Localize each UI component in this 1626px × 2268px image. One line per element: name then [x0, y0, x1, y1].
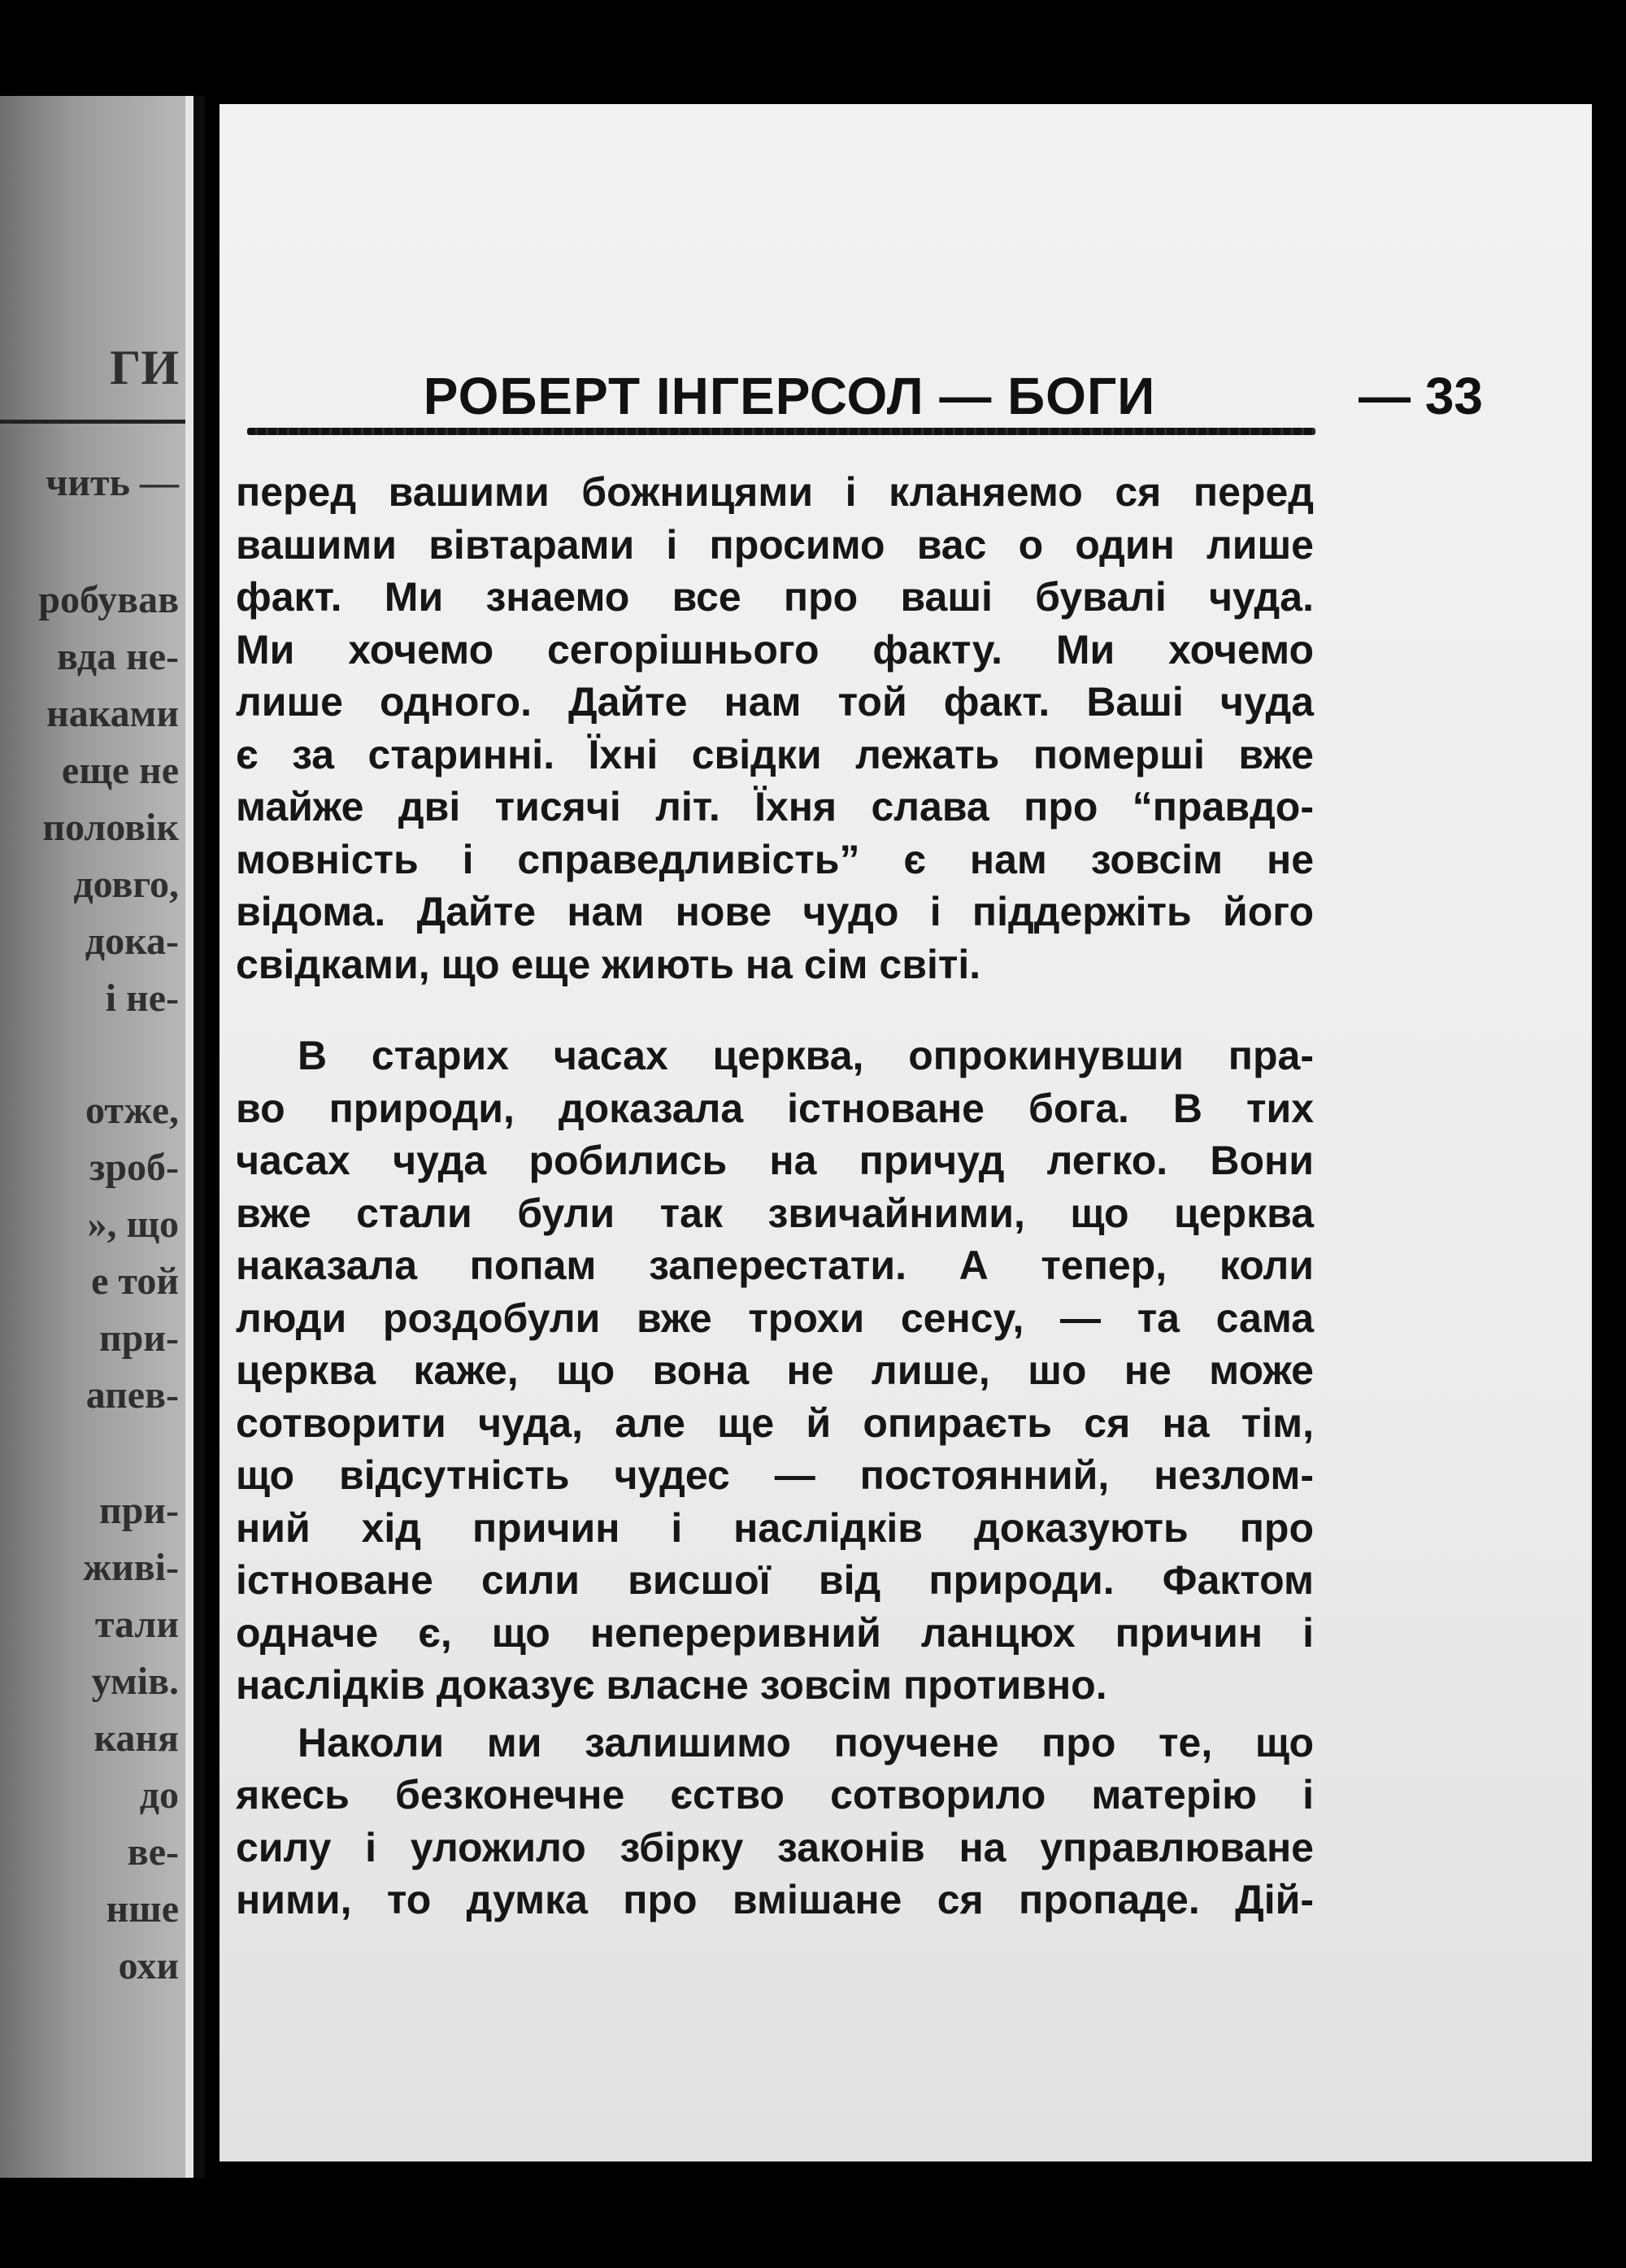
- page-gutter: [185, 96, 193, 2178]
- text-line: мовність і справедливість” є нам зовсім не: [236, 836, 1314, 882]
- left-page-line: вда не-: [57, 635, 179, 678]
- text-line: перед вашими божницями і кланяемо ся перед: [236, 469, 1314, 515]
- text-line: ними, то думка про вмішане ся пропаде. Дій-: [236, 1877, 1314, 1922]
- text-line: ний хід причин і наслідків доказують про: [236, 1504, 1314, 1551]
- left-page-line: каня: [93, 1717, 179, 1760]
- text-line: Наколи ми залишимо поучене про те, що: [298, 1719, 1314, 1765]
- text-line: істноване сили висшої від природи. Фактом: [236, 1557, 1314, 1603]
- text-line: Ми хочемо сегорішнього факту. Ми хочемо: [236, 626, 1314, 673]
- text-line: лише одного. Дайте нам той факт. Ваші чуда: [236, 679, 1314, 725]
- left-page-fragment: [0, 96, 185, 2178]
- left-page-line: ГИ: [110, 341, 179, 394]
- text-line: є за старинні. Їхні свідки лежать померші вже: [236, 731, 1314, 777]
- left-page-line: апев-: [85, 1373, 179, 1417]
- left-page-line: е той: [91, 1260, 179, 1303]
- left-page-line: наками: [46, 692, 179, 735]
- book-spine: [193, 96, 205, 2178]
- text-line: майже дві тисячі літ. Їхня слава про “правдо-: [236, 784, 1314, 829]
- text-line: що відсутність чудес — постоянний, незлом-: [236, 1452, 1314, 1498]
- text-line: вже стали були так звичайними, що церква: [236, 1190, 1314, 1236]
- text-line: якесь безконечне єство сотворило матерію і: [236, 1772, 1314, 1817]
- left-page-line: живі-: [83, 1546, 179, 1589]
- text-line: во природи, доказала істноване бога. В тих: [236, 1085, 1314, 1131]
- left-page-line: », що: [87, 1203, 179, 1246]
- text-line: часах чуда робились на причуд легко. Вони: [236, 1138, 1314, 1183]
- paragraph-3: [236, 1717, 1314, 1926]
- left-page-line: і не-: [105, 977, 179, 1020]
- text-line: факт. Ми знаемо все про ваші бувалі чуда.: [236, 574, 1314, 620]
- text-line: одначе є, що непереривний ланцюх причин і: [236, 1609, 1314, 1656]
- text-line: наказала попам заперестати. А тепер, коли: [236, 1243, 1314, 1288]
- text-line: церква каже, що вона не лише, шо не може: [236, 1347, 1314, 1393]
- text-line: силу і уложило збірку законів на управлюване: [236, 1824, 1314, 1870]
- book-page: [220, 104, 1592, 2161]
- left-page-line: робував: [38, 578, 179, 621]
- left-page-line: нше: [106, 1887, 179, 1931]
- text-line: відома. Дайте нам нове чудо і піддержіть його: [236, 889, 1314, 934]
- left-page-line: при-: [99, 1489, 179, 1532]
- left-page-line: при-: [99, 1317, 179, 1360]
- left-page-header-rule: [0, 420, 185, 424]
- left-page-line: тали: [94, 1603, 179, 1646]
- left-page-line: ве-: [127, 1831, 179, 1874]
- left-page-line: до: [139, 1774, 179, 1817]
- paragraph-gap: [236, 990, 1314, 1030]
- paragraph-2: [236, 1030, 1314, 1712]
- page-number: — 33: [1359, 367, 1483, 425]
- left-page-line: дока-: [85, 920, 179, 963]
- text-line: В старих часах церква, опрокинувши пра-: [298, 1033, 1314, 1078]
- left-page-line: чить —: [46, 461, 179, 504]
- text-line: наслідків доказує власне зовсім противно.: [236, 1662, 1107, 1708]
- left-page-line: половік: [42, 806, 179, 849]
- text-line: люди роздобули вже трохи сенсу, — та сама: [236, 1295, 1314, 1341]
- left-page-line: довго,: [73, 863, 179, 906]
- left-page-line: охи: [118, 1944, 179, 1987]
- left-page-line: умів.: [91, 1660, 179, 1703]
- running-header: РОБЕРТ ІНГЕРСОЛ — БОГИ: [423, 367, 1156, 425]
- left-page-line: еще не: [61, 749, 179, 792]
- text-line: свідками, що еще жиють на сім світі.: [236, 941, 981, 987]
- text-line: сотворити чуда, але ще й опираєть ся на тім,: [236, 1400, 1314, 1446]
- text-line: вашими вівтарами і просимо вас о один лише: [236, 521, 1314, 568]
- paragraph-1: [236, 466, 1314, 990]
- left-page-line: отже,: [85, 1089, 179, 1132]
- left-page-line: зроб-: [89, 1146, 179, 1189]
- header-rule: [247, 428, 1315, 435]
- page-body: [236, 466, 1314, 1926]
